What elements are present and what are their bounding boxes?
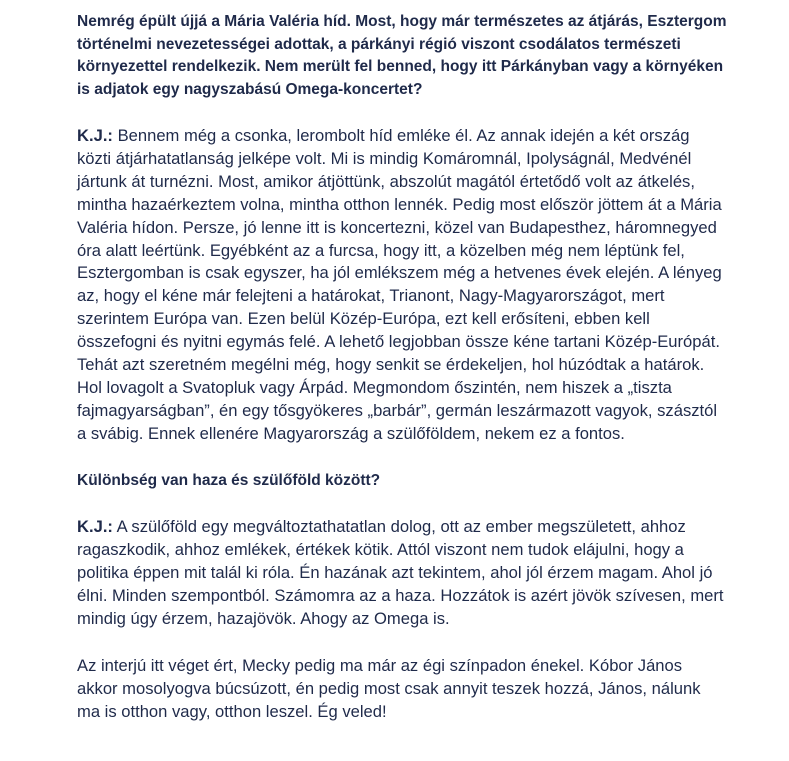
interview-question-1: Nemrég épült újjá a Mária Valéria híd. Most, hogy már természetes az átjárás, Esztergom történelmi nevezetességei adottak, a párkányi régió viszont csodálatos természeti környezettel rendelkezik. Nem merült fel benned, hogy itt Párkányban vagy a környéken is adjatok egy nagyszabású Omega-koncertet? — [77, 13, 727, 98]
interview-answer-1 — [77, 125, 727, 446]
answer-text: A szülőföld egy megváltoztathatatlan dolog, ott az ember megszületett, ahhoz ragaszkodik, ahhoz emlékek, értékek kötik. Attól viszont nem tudok elájulni, hogy a politika éppen mit talál ki róla. Én hazának azt tekintem, ahol jól érzem magam. Ahol jó élni. Minden szempontból. Számomra az a haza. Hozzátok is azért jövök szívesen, mert mindig úgy érzem, hazajövök. Ahogy az Omega is. — [77, 517, 724, 628]
article-body — [77, 11, 727, 723]
closing-paragraph: Az interjú itt véget ért, Mecky pedig ma már az égi színpadon énekel. Kóbor János akkor mosolyogva búcsúzott, én pedig most csak annyit teszek hozzá, János, nálunk ma is otthon vagy, otthon leszel. Ég veled! — [77, 655, 701, 721]
speaker-label: K.J.: — [77, 517, 113, 537]
answer-text: Bennem még a csonka, lerombolt híd emléke él. Az annak idején a két ország közti átjárhatatlanság jelképe volt. Mi is mindig Komáromnál, Ipolyságnál, Medvénél jártunk át turnézni. Most, amikor átjöttünk, abszolút magától értetődő volt az átkelés, mintha hazaérkeztem volna, mintha otthon lennék. Pedig most először jöttem át a Mária Valéria hídon. Persze, jó lenne itt is koncertezni, közel van Budapesthez, háromnegyed óra alatt leértünk. Egyébként az a furcsa, hogy itt, a közelben még nem léptünk fel, Esztergomban is csak egyszer, ha jól emlékszem még a hetvenes évek elején. A lényeg az, hogy el kéne már felejteni a határokat, Trianont, Nagy-Magyarországot, mert szerintem Európa van. Ezen belül Közép-Európa, ezt kell erősíteni, ebben kell összefogni és nyitni egymás felé. A lehető legjobban össze kéne tartani Közép-Európát. Tehát azt szeretném megélni még, hogy senkit se érdekeljen, hol húzódtak a határok. Hol lovagolt a Svatopluk vagy Árpád. Megmondom őszintén, nem hiszek a „tiszta fajmagyarságban”, én egy tősgyökeres „barbár”, germán leszármazott vagyok, szásztól a svábig. Ennek ellenére Magyarország a szülőföldem, nekem ez a fontos. — [77, 126, 722, 443]
interview-answer-2 — [77, 516, 727, 631]
speaker-label: K.J.: — [77, 126, 113, 145]
interview-question-2: Különbség van haza és szülőföld között? — [77, 471, 381, 489]
